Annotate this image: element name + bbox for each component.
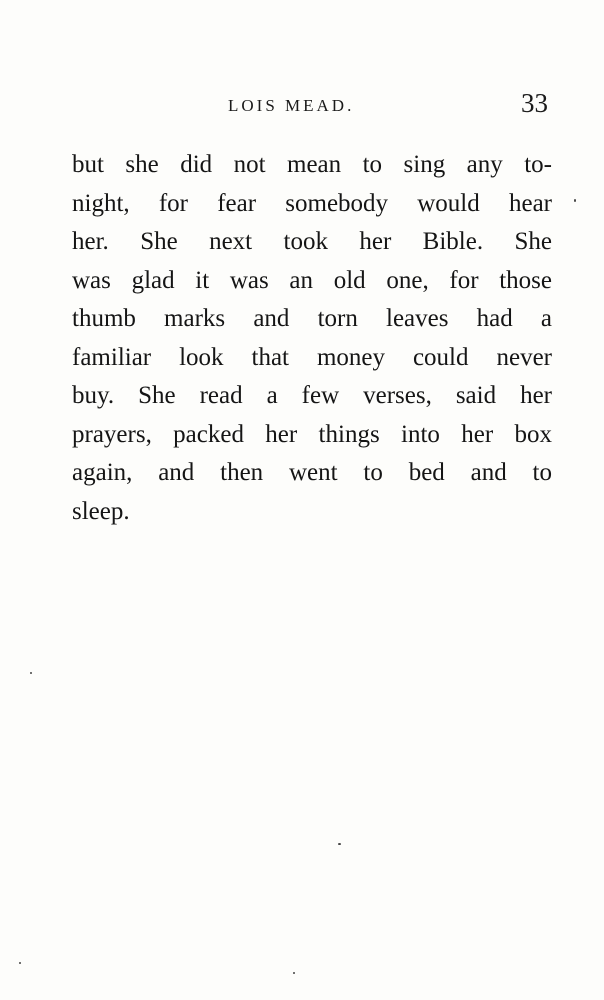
print-speck <box>30 672 32 674</box>
text-line: sleep. <box>72 497 130 525</box>
text-line: was glad it was an old one, for those <box>72 266 552 294</box>
print-speck <box>338 843 341 845</box>
page-number: 33 <box>521 88 548 118</box>
text-line: her. She next took her Bible. She <box>72 228 552 255</box>
running-head <box>0 88 604 128</box>
print-speck <box>19 962 21 964</box>
text-line: familiar look that money could never <box>72 343 552 371</box>
text-line: but she did not mean to sing any to- <box>72 151 552 178</box>
text-line: buy. She read a few verses, said her <box>72 382 552 409</box>
print-speck <box>574 199 576 202</box>
text-line: again, and then went to bed and to <box>72 459 552 486</box>
body-text <box>72 146 552 531</box>
print-speck <box>293 972 295 974</box>
text-line: night, for fear somebody would hear <box>72 189 552 217</box>
text-line: prayers, packed her things into her box <box>72 420 552 448</box>
running-title: LOIS MEAD. <box>228 96 355 115</box>
text-line: thumb marks and torn leaves had a <box>72 305 552 332</box>
